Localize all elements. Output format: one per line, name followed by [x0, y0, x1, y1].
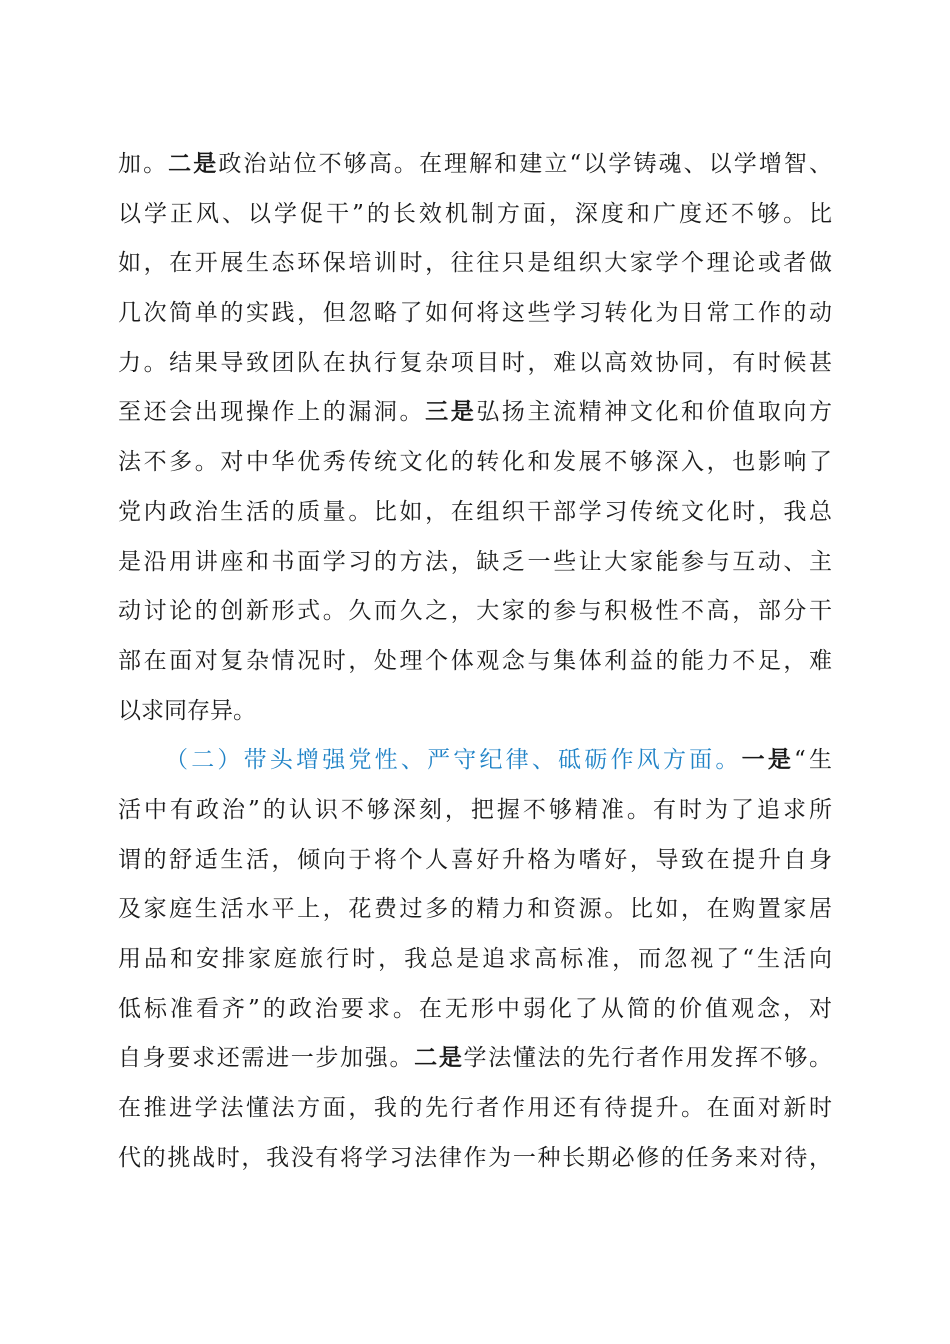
- body-line: 及家庭生活水平上，花费过多的精力和资源。比如，在购置家居: [118, 896, 832, 923]
- body-line: 在推进学法懂法方面，我的先行者作用还有待提升。在面对新时: [118, 1095, 832, 1122]
- body-text: 政治站位不够高。在理解和建立“以学铸魂、以学增智、: [218, 151, 833, 177]
- body-line: [118, 1034, 832, 1084]
- body-line: 如，在开展生态环保培训时，往往只是组织大家学个理论或者做: [118, 250, 832, 277]
- body-line: 动讨论的创新形式。久而久之，大家的参与积极性不高，部分干: [118, 598, 832, 625]
- bold-marker: 三是: [425, 399, 477, 426]
- body-line: 是沿用讲座和书面学习的方法，缺乏一些让大家能参与互动、主: [118, 548, 832, 575]
- section-heading-line: [118, 736, 832, 786]
- body-text: “生: [794, 747, 832, 774]
- body-line: 力。结果导致团队在执行复杂项目时，难以高效协同，有时候甚: [118, 349, 832, 376]
- body-line: [118, 140, 832, 190]
- body-line: 活中有政治”的认识不够深刻，把握不够精准。有时为了追求所: [118, 796, 832, 823]
- body-line: 低标准看齐”的政治要求。在无形中弱化了从简的价值观念，对: [118, 995, 832, 1022]
- body-line: 谓的舒适生活，倾向于将个人喜好升格为嗜好，导致在提升自身: [118, 846, 832, 873]
- body-text: 加。: [118, 151, 169, 177]
- section-heading: （二）带头增强党性、严守纪律、砥砺作风方面。: [165, 747, 742, 774]
- body-line: 用品和安排家庭旅行时，我总是追求高标准，而忽视了“生活向: [118, 946, 832, 972]
- document-body: [118, 140, 832, 1183]
- body-line: 法不多。对中华优秀传统文化的转化和发展不够深入，也影响了: [118, 449, 832, 476]
- body-text: 至还会出现操作上的漏洞。: [118, 399, 426, 426]
- bold-marker: 二是: [414, 1045, 464, 1072]
- body-text: 自身要求还需进一步加强。: [118, 1045, 415, 1072]
- body-line: 几次简单的实践，但忽略了如何将这些学习转化为日常工作的动: [118, 300, 832, 327]
- body-line: 党内政治生活的质量。比如，在组织干部学习传统文化时，我总: [118, 498, 832, 525]
- body-line: 以求同存异。: [118, 697, 256, 724]
- body-text: 学法懂法的先行者作用发挥不够。: [463, 1045, 833, 1072]
- body-text: 弘扬主流精神文化和价值取向方: [476, 399, 833, 426]
- body-line: 以学正风、以学促干”的长效机制方面，深度和广度还不够。比: [118, 200, 832, 227]
- body-line: 代的挑战时，我没有将学习法律作为一种长期必修的任务来对待，: [118, 1144, 832, 1171]
- body-line: [118, 388, 832, 438]
- bold-marker: 一是: [741, 747, 795, 774]
- bold-marker: 二是: [168, 151, 219, 177]
- body-line: 部在面对复杂情况时，处理个体观念与集体利益的能力不足，难: [118, 647, 832, 674]
